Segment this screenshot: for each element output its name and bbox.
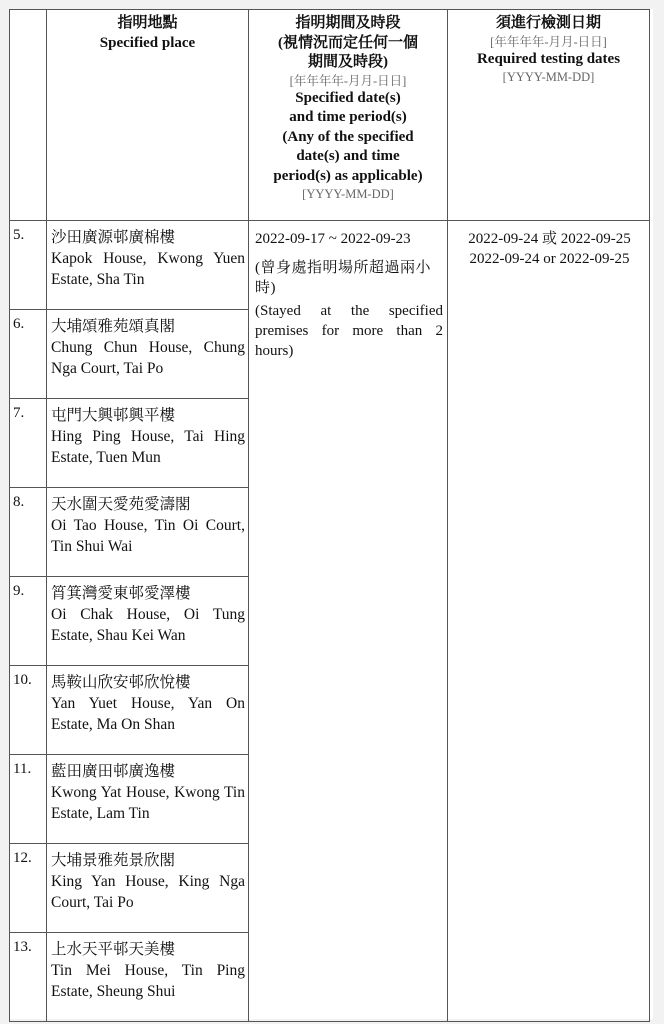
place-name-en: Kapok House, Kwong Yuen Estate, Sha Tin xyxy=(51,250,245,288)
row-number: 11. xyxy=(10,755,47,844)
place-cell xyxy=(47,755,249,844)
place-cell xyxy=(47,844,249,933)
specified-period-cell xyxy=(249,221,448,1022)
table-header-row xyxy=(10,10,650,221)
place-name-zh: 筲箕灣愛東邨愛澤樓 xyxy=(51,585,191,602)
header-place-cell xyxy=(47,10,249,221)
header-period-zh-note-a: (視情況而定任何一個 xyxy=(278,34,418,51)
header-period-en-d: date(s) and time xyxy=(296,148,400,164)
header-testing-format-en: [YYYY-MM-DD] xyxy=(502,70,595,84)
place-name-zh: 屯門大興邨興平樓 xyxy=(51,407,176,424)
document-page xyxy=(9,9,653,1019)
place-cell xyxy=(47,310,249,399)
header-testing-cell xyxy=(448,10,650,221)
place-name-en: Tin Mei House, Tin Ping Estate, Sheung Shui xyxy=(51,962,245,1000)
place-name-zh: 大埔頌雅苑頌真閣 xyxy=(51,318,176,335)
header-number-cell xyxy=(10,10,47,221)
header-testing-format-zh: [年年年年-月月-日日] xyxy=(490,34,607,49)
header-testing-zh: 須進行檢測日期 xyxy=(495,15,601,31)
header-period-en-c: (Any of the specified xyxy=(282,128,414,145)
row-number: 5. xyxy=(10,221,47,310)
row-number: 7. xyxy=(10,399,47,488)
header-place-zh: 指明地點 xyxy=(117,15,178,31)
row-number: 10. xyxy=(10,666,47,755)
header-period-format-en: [YYYY-MM-DD] xyxy=(302,187,394,201)
specified-places-table xyxy=(9,9,650,1022)
header-period-format-zh: [年年年年-月月-日日] xyxy=(289,73,407,88)
place-name-zh: 沙田廣源邨廣棉樓 xyxy=(51,229,176,246)
header-testing-en: Required testing dates xyxy=(476,50,621,67)
row-number: 9. xyxy=(10,577,47,666)
row-number: 8. xyxy=(10,488,47,577)
place-name-zh: 大埔景雅苑景欣閣 xyxy=(51,852,176,869)
place-name-zh: 藍田廣田邨廣逸樓 xyxy=(51,763,176,780)
place-name-en: Oi Chak House, Oi Tung Estate, Shau Kei Wan xyxy=(51,606,245,644)
row-number: 6. xyxy=(10,310,47,399)
place-cell xyxy=(47,577,249,666)
place-cell xyxy=(47,221,249,310)
row-number: 12. xyxy=(10,844,47,933)
period-note-zh: (曾身處指明場所超過兩小時) xyxy=(255,260,431,296)
testing-dates-en: 2022-09-24 or 2022-09-25 xyxy=(469,251,630,267)
place-name-zh: 上水天平邨天美樓 xyxy=(51,941,176,958)
header-period-cell xyxy=(249,10,448,221)
place-name-en: King Yan House, King Nga Court, Tai Po xyxy=(51,873,245,911)
row-number: 13. xyxy=(10,933,47,1022)
period-range: 2022-09-17 ~ 2022-09-23 xyxy=(255,231,411,247)
header-period-zh: 指明期間及時段 xyxy=(295,15,401,31)
place-name-en: Yan Yuet House, Yan On Estate, Ma On Shan xyxy=(51,695,245,733)
header-period-en-a: Specified date(s) xyxy=(295,89,401,106)
place-name-en: Oi Tao House, Tin Oi Court, Tin Shui Wai xyxy=(51,517,245,555)
place-cell xyxy=(47,933,249,1022)
place-name-en: Kwong Yat House, Kwong Tin Estate, Lam Tin xyxy=(51,784,245,822)
place-cell xyxy=(47,666,249,755)
place-name-en: Chung Chun House, Chung Nga Court, Tai Po xyxy=(51,339,245,377)
place-cell xyxy=(47,488,249,577)
header-period-en-b: and time period(s) xyxy=(289,109,407,125)
testing-dates-zh: 2022-09-24 或 2022-09-25 xyxy=(468,231,631,247)
testing-dates-cell xyxy=(448,221,650,1022)
place-name-zh: 馬鞍山欣安邨欣悅樓 xyxy=(51,674,191,691)
header-period-en-e: period(s) as applicable) xyxy=(273,167,423,184)
place-name-en: Hing Ping House, Tai Hing Estate, Tuen Mun xyxy=(51,428,245,466)
place-name-zh: 天水圍天愛苑愛濤閣 xyxy=(51,496,191,513)
period-note-en: (Stayed at the specified premises for more than 2 hours) xyxy=(255,303,443,359)
table-row xyxy=(10,221,650,310)
place-cell xyxy=(47,399,249,488)
header-period-zh-note-b: 期間及時段) xyxy=(308,54,388,70)
header-place-en: Specified place xyxy=(99,34,196,51)
